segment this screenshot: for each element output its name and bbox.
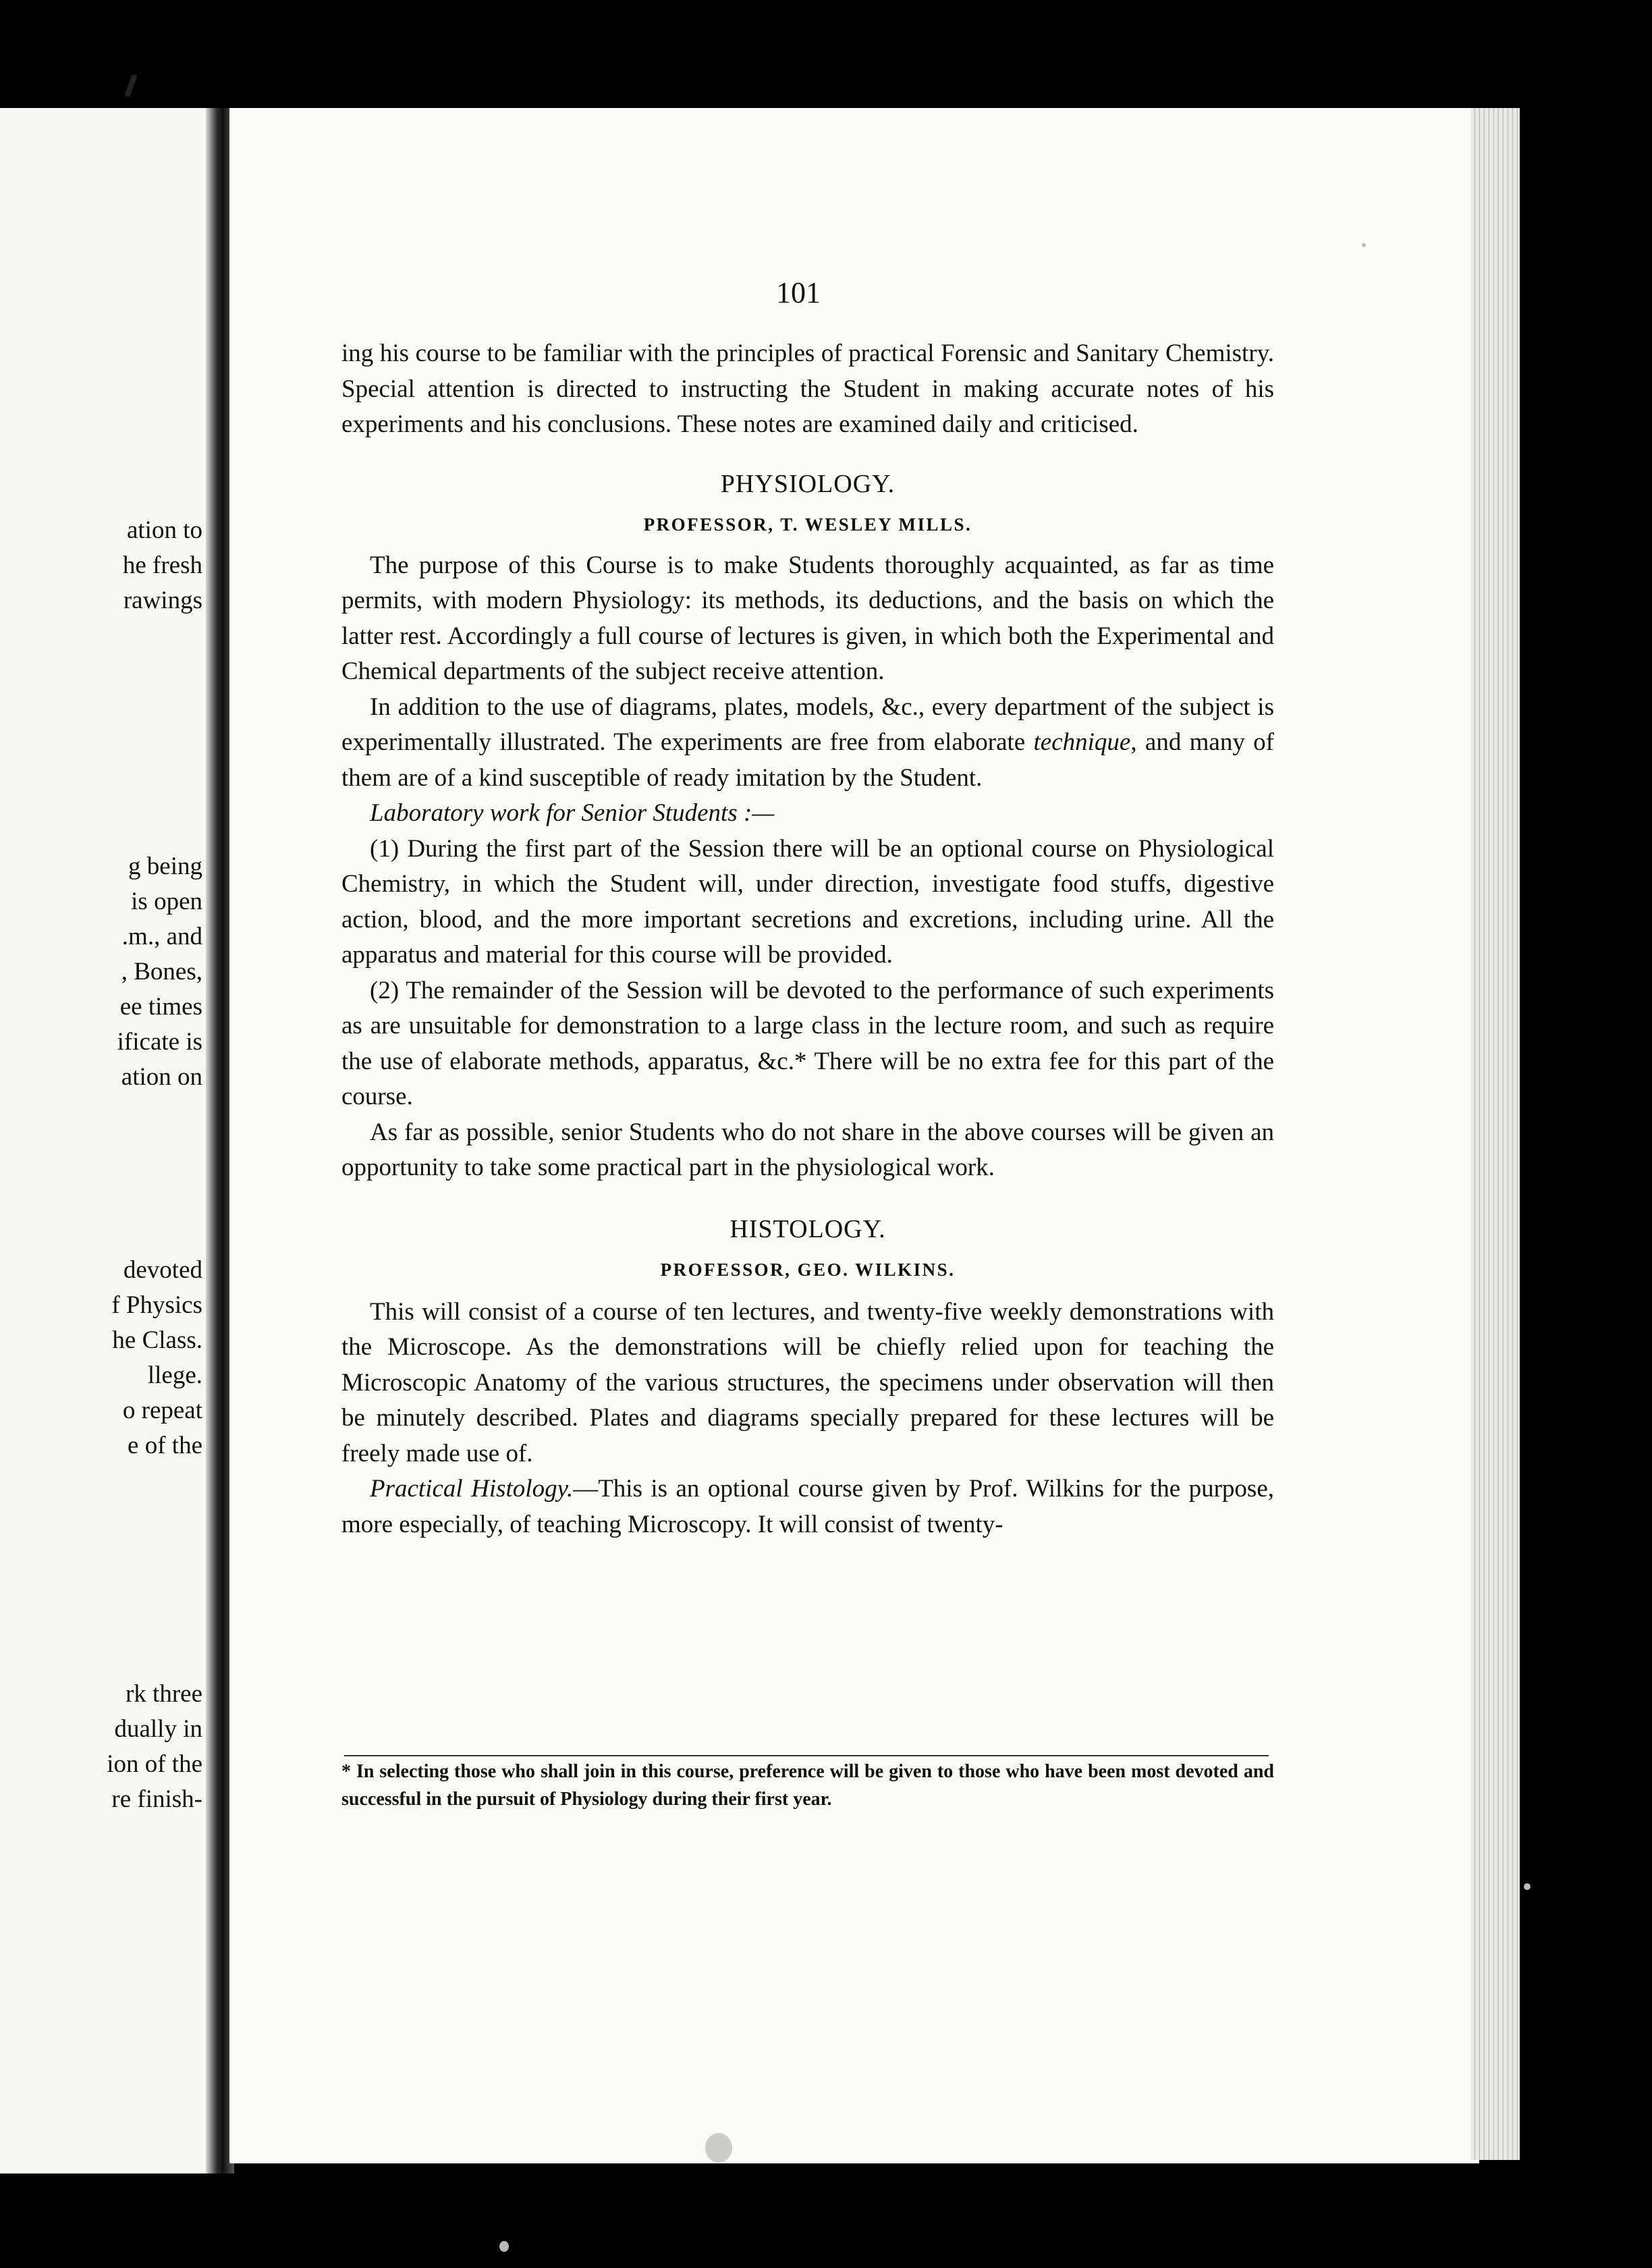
intro-paragraph: ing his course to be familiar with the principles of practical Forensic and Sanitary Chemistry. Special attention is directed to instructing the Student in making accurate notes of his experiments and his conclusions. These notes are examined daily and criticised. [341, 340, 1274, 438]
laboratory-item-1: (1) During the first part of the Session there will be an optional course on Physiological Chemistry, in which the Student will, under direction, investigate food stuffs, digestive action, blood, and the more important secretions and excretions, including urine. All the apparatus and material for this course will be provided. [341, 834, 1274, 969]
left-page-line: he fresh [122, 551, 202, 579]
left-page-line: ee times [119, 993, 202, 1021]
physiology-paragraph-3: As far as possible, senior Students who do not share in the above courses will be given an opportunity to take some practical part in the physiological work. [341, 1118, 1274, 1181]
footnote: * In selecting those who shall join in this course, preference will be given to those who have been most devoted and successful in the pursuit of Physiology during their first year. [341, 1761, 1274, 1810]
histology-heading: HISTOLOGY. [729, 1214, 886, 1243]
histology-paragraph-2: Practical Histology.—This is an optional course given by Prof. Wilkins for the purpose, more especially, of teaching Microscopy. It will consist of twenty- [341, 1475, 1274, 1538]
physiology-paragraph-2: In addition to the use of diagrams, plates, models, &c., every department of the subject is experimentally illustrated. The experiments are free from elaborate technique, and many of them are of a kind susceptible of ready imitation by the Student. [341, 693, 1274, 792]
scan-speck [705, 2133, 732, 2163]
footnote-rule [344, 1755, 1269, 1756]
left-facing-page [0, 108, 215, 2174]
left-page-line: llege. [147, 1361, 202, 1389]
left-page-line: ion of the [107, 1750, 202, 1778]
left-page-line: ation on [121, 1063, 202, 1091]
left-page-line: devoted [123, 1256, 202, 1284]
left-page-line: o repeat [122, 1397, 202, 1424]
left-page-line: f Physics [111, 1291, 202, 1319]
left-page-line: ificate is [117, 1028, 202, 1056]
page-text [341, 336, 1274, 1542]
scan-speck [124, 74, 137, 98]
histology-professor: PROFESSOR, GEO. WILKINS. [660, 1260, 956, 1280]
scan-speck [1524, 1883, 1531, 1890]
left-page-line: , Bones, [121, 958, 202, 986]
left-page-line: ation to [126, 516, 202, 544]
left-page-line: g being [128, 853, 202, 880]
left-page-line: re finish- [111, 1785, 202, 1813]
scan-speck [499, 2241, 509, 2252]
physiology-professor: PROFESSOR, T. WESLEY MILLS. [643, 514, 972, 535]
left-page-line: e of the [128, 1432, 202, 1459]
physiology-heading: PHYSIOLOGY. [720, 469, 896, 498]
left-page-line: dually in [114, 1715, 202, 1743]
page-number: 101 [776, 276, 821, 309]
laboratory-label: Laboratory work for Senior Students :— [370, 799, 775, 827]
scan-speck [1362, 243, 1366, 247]
left-page-line: is open [131, 888, 202, 915]
left-page-line: he Class. [112, 1326, 202, 1354]
left-page-line: rawings [123, 587, 202, 614]
left-page-line: .m., and [121, 923, 202, 950]
page-edges [1471, 108, 1520, 2160]
laboratory-item-2: (2) The remainder of the Session will be devoted to the performance of such experiments as are unsuitable for demonstration to a large class in the lecture room, and such as require the use of elaborate methods, apparatus, &c.* There will be no extra fee for this part of the course. [341, 976, 1274, 1110]
left-page-line: rk three [125, 1680, 202, 1708]
histology-paragraph-1: This will consist of a course of ten lectures, and twenty-five weekly demonstrations with the Microscope. As the demonstrations will be chiefly relied upon for teaching the Microscopic Anatomy of the various structures, the specimens under observation will then be minutely described. Plates and diagrams specially prepared for these lectures will be freely made use of. [341, 1297, 1274, 1467]
physiology-paragraph-1: The purpose of this Course is to make Students thoroughly acquainted, as far as time permits, with modern Physiology: its methods, its deductions, and the basis on which the latter rest. Accordingly a full course of lectures is given, in which both the Experimental and Chemical departments of the subject receive attention. [341, 551, 1274, 685]
